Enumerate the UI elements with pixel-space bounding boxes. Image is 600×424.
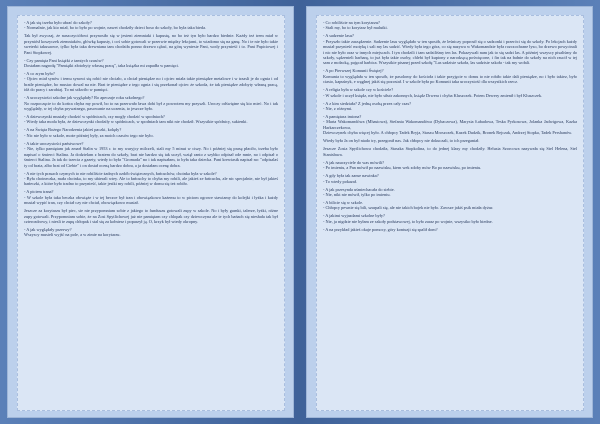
paragraph: - A bilicie się w szkole. - Chłopcy pewnie się bili, szarpali się, ale nie takich bojek nie było. Zawsze jakiś psik miała dyżur. [323, 199, 494, 211]
paragraph: - A co zrym było? - Ojciec miał synów i temu synowi się robić nie chciało, a chciał pieniądze no i ojciec miała takie pieniądze metalowe i w trzasli je do ognia i od bratle pieniądze, bo musiac dowal na nie. Brat te pieniądze z tego ognia i się przekonał ojciec że szkoda, że tak pieniądze zdobyty własną pracą, idź do pracy i zarabiaj. To mi utkwiło w pamięci. [24, 71, 278, 93]
paragraph: - A z kim siedziała? Z jedną osobą przez cały czas? - Nie, z różnymi. [323, 100, 412, 112]
left-page-text-frame [17, 15, 285, 411]
paragraph: - Czy pamięta Pani książki z tamtych czasów? Dostałam nagrodę "Pamiątki złotobyty własną pracę", taka książka mi zapadła w pamięci. [24, 57, 179, 69]
paragraph: - A po Pierwszej Komunii Świętej? Komunia to wyglądała w ten sposób, że pasolomy do kościoła i takie przyjęcie w domu to nie robiło takie dali pieniądze, no i było takiez, było ciasto, kapuśnyk, e węglnej jakiś się pozostał. I w szkole była po Komunii taka uroczystość dla wszystkich rzecz. [323, 68, 577, 85]
paragraph: - A piciem trana? - W szkole była taka beczka ołowiąże i w tej beczce był tran i obowiązkowo każemu to w piciom ogrowe stawiamy do kolejki i łyżka i każdy musiał wypić tran, czy chciał czy nie chciał, obowiązkowo musiał. [24, 189, 278, 206]
paragraph: - A nie tych prasach czymych to nie robiliście żadnych ozdób świątecznych, łańcuchów, choinka była w szkole? - Była choineczka, mała choinka, to my ubierali wtey. Ale to łańcuchy to chyba my robili, ale jakieś ze łańcuchu, ale nic specjalnie, nie był jakieś bańeczki, z które było tradno to przynieść, takie jestki my robili, później w domu się też robiło. [24, 170, 278, 187]
paragraph: - A jak się trzeba było ubrać do szkoły? - Normalnie, jak kto miał, bo to było po wojnie, nawet chodziły dzieci boso do szkoły, bo była taka bieda. [24, 20, 207, 31]
paragraph: - A dziewczynki musiały chodzić w spódnicach, czy mogły chodzić w spodniach? - Wtedy taka moda była, że dziewczynki chodziły w spódnicach, w spodniach tam nikt nie chodził. Wszystkie spódnicy, sukienki. [24, 114, 248, 125]
paragraph: - A religia była w szkole czy w kościele? - W szkole i uczył księdz, nie było siłutr zakonnych, ksiądz Drwera i chyba Kluszczek. Potem Dewery zmienił i był Kluszczek. [323, 87, 543, 98]
paragraph: - A jakimi wyjazdami szkolne były? - Nie, ja nigdzie nie byłam ze szkoły podstawowej, to było zaraz po wojnie, wszystko było biedne. [323, 213, 493, 224]
paragraph: - A jak nauczyciele do was mówili? - Po imieniu, a Pan mówił po nazwisku, kiem wek zdoby mów Bo po nazwisku, po imieniu. [323, 159, 482, 171]
paragraph: - A pamiętasz imiona? - Marta Wakomandówa (Mhasiowa), Stefania Wakomandówa (Dybaczowa), Marysia Łabadowa, Teska Pyrkosowa, Jolanka Jadwigowa, Kazka Harkarczekowa, Dziewczynek chyba więcej było. A chłopcy Tadek Bryja, Staszu Mroszczek, Kazek Dudzik, Bronek Rejczak, Andrzej Stopka, Tadek Pershanów. [323, 114, 577, 136]
paragraph: - A sadzenie lasu? - Przyszło takie zarządzenie. Sadzenie lasu wyglądało w ten sposób, że leśniczy poprosił się o sadzonki i przeróci się do szkoły. Po lekcjach każdy musiał przynieść motykę i sali my las sadzić. Wtedy była tego góra, co się nazywa w Wakomandzie była rozczochrane łyso, bo drzewo powycinali i nic nie było oraz w innych miejscach. I tyn chodzili i tam sadziliśmy ten las. Pokazywali nam jak to się sadzi las. A później wszyscy pisaliśmy do szkoły, sądzenieli harharę, to już była takie osoby, chlebi był kupiony z narodzącą poświęcone, i fin tak na ładnie do szkoły na nich rzucił w tej sam z mołacką, pajęcał harbica. Wszystkie pisanej przed szkołę "Las sadzisie szkoła, las sadzisie szkoła - tak my wołali. [323, 33, 577, 66]
right-page [306, 6, 593, 418]
paragraph: - A jak przesynda uśmiechacała do siebie. - Nie, nikt nie mówił, tylko po imieniu. [323, 186, 395, 197]
paragraph: Tak był zwyczaj, że naszczyciółowi przynosiło się w jesieni ziemniaki i kapustę, no bo też tyn było bardzo biednie. Każdy też trem miał w przyniósł koszyczek ziemniaków, główkę kapusty, i coś sobie gotowali w przerwie między lekcjami, to wiadomo się na ganę. No i te nie było takie sweterki takusaowe, tylko była taka drewniana tam chodziła ponno drzewo rąbać, na górę wyniesie Pani, wody przynieść i to. Pani Papiciowej i Pani Stopkowej. [24, 33, 278, 55]
paragraph: - A jak wyglądały przerwy? Wszyscy musieli wyjść na pole, a w zimie na korytarzu. [24, 226, 121, 238]
left-page [7, 6, 294, 418]
paragraph: - Co robiliście na tym korytarzu? - Stali my, bo to korytarz był malutki. [323, 20, 388, 31]
paragraph: Wtedy była Ja on był niado try, przegonił nas. Jak chłopcy nie dokuczali, to ich przeganiał. [323, 138, 480, 144]
paragraph: Jeszcze Zosia Spytlichowa chodziła, Staszka Stopkolina, to do jednej klasy my chodziły. Helusia Szorcowa nazywała się Stel Helena, Stel Stanisława. [323, 146, 577, 157]
paragraph: - A na przykład jakieś okaje pomocy, góry kontuzji się spalił dom? [323, 226, 438, 232]
paragraph: Jeszcze za korytarzu był piec, sie nie przypomniam sobie z jakiego to funduszu gotowali zupy w szkole. No i były garnki, talerze, łyżki, różne zupy gotowali. Przypomniam sobie, że na Zosi Spytlichowej już nie pamiętam czy chlopak czy dziewczyna ale te tych bańach się niesłada tak był czterozdrowy, i niesli te zupę chłopak i stal się za kołnierz i poparzył ją. O, krzyk był wtedy okropny. [24, 208, 278, 224]
paragraph: - A takie uroczystości państwowe? - Nie, tylko pamiętam jak zmarł Stalin w 1953 r. to my waryjcy milczeli, stali my 5 minut w ciszy. No i później się prasę płaciło, trzeba było napisać o śmierci Stalina. Ja dodzielam z bratem do szkoły, brat nie bardzo się tak uczył, wziął ranto z szybko odpisał ode mnie, no i odpisał o śmierci Stalina. Ja tak do trzecia z gazety, wtedy to była "Gromada" no i tak napisałam, to była taka dziecka. Pani krewiastk napisał no: "odpisalaś ty od brata, albo brat od Ciebie" i on dostał oceną bardzo dobra, a ja dostałam ocenę dobra. [24, 140, 278, 168]
paragraph: - A uroczystości szkolne jak wyglądały? Ro apeczaje roku szkolnego? No rozpoczęcie to do końca chyba my powił, bo to na przerwało ława dobi był z powrotem my przyszli. Uroczy odświętne się kto mieć. No i tak wyglądały, w tej chyba prywatnego, pasowanie na uczenia, to jeszcze było. [24, 95, 278, 112]
right-page-text-frame [316, 15, 584, 411]
paragraph: - A gdy była tak zanse nawinka? - To wtedy pokazał. [323, 173, 379, 184]
paragraph: - A na Święta Bożego Narodzenia jakieś paczki, kolędy? - Nic nie było w szkole, może później były, za moich czasów tego nie było. [24, 127, 154, 138]
